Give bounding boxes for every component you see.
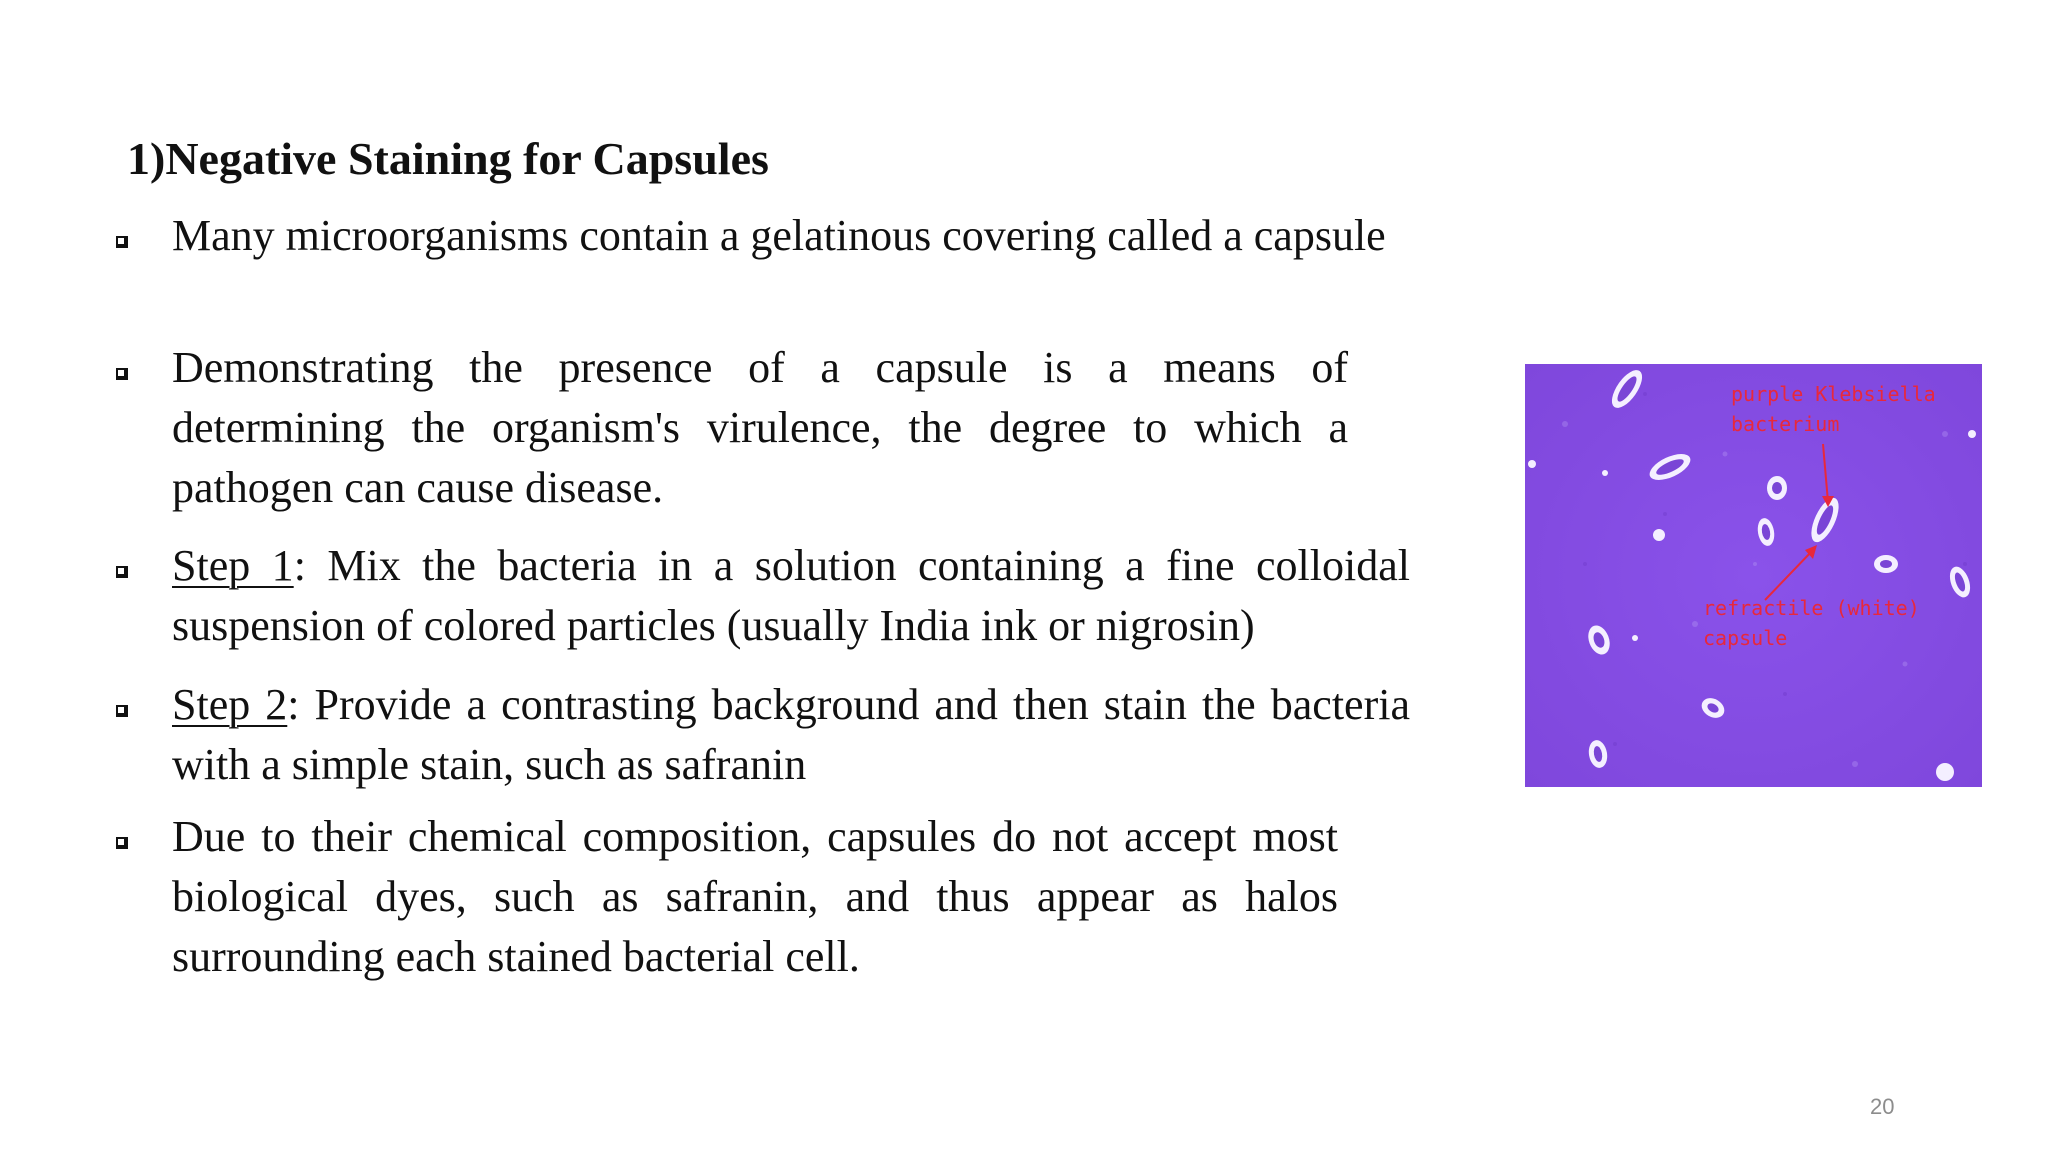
bullet-text (172, 536, 1410, 656)
hollow-square-bullet-icon (116, 368, 128, 380)
bullet-text: Demonstrating the presence of a capsule is a means of determining the organism's virulence, the degree to which a pathogen can cause disease. (172, 343, 1348, 512)
hollow-square-bullet-icon (116, 705, 128, 717)
hollow-square-bullet-icon (116, 837, 128, 849)
label-capsule-line2: capsule (1703, 626, 1788, 650)
label-capsule-line1: refractile (white) (1703, 596, 1920, 620)
bullet-text: Many microorganisms contain a gelatinous covering called a capsule (172, 211, 1386, 260)
bullet-text: Due to their chemical composition, capsules do not accept most biological dyes, such as safranin, and thus appear as halos surrounding each stained bacterial cell. (172, 812, 1338, 981)
label-bacterium-line1: purple Klebsiella (1731, 382, 1936, 406)
step-1-label: Step 1 (172, 541, 294, 590)
page-number: 20 (1870, 1094, 1895, 1119)
slide-title: 1)Negative Staining for Capsules (127, 133, 769, 184)
step-2-text: : Provide a contrasting background and then stain the bacteria with a simple stain, such as safranin (172, 680, 1410, 789)
hollow-square-bullet-icon (116, 566, 128, 578)
step-1-text: : Mix the bacteria in a solution containing a fine colloidal suspension of colored particles (usually India ink or nigrosin) (172, 541, 1410, 650)
bullet-text (172, 675, 1410, 795)
label-bacterium-line2: bacterium (1731, 412, 1840, 436)
klebsiella-micrograph (1525, 364, 1982, 787)
hollow-square-bullet-icon (116, 236, 128, 248)
step-2-label: Step 2 (172, 680, 288, 729)
